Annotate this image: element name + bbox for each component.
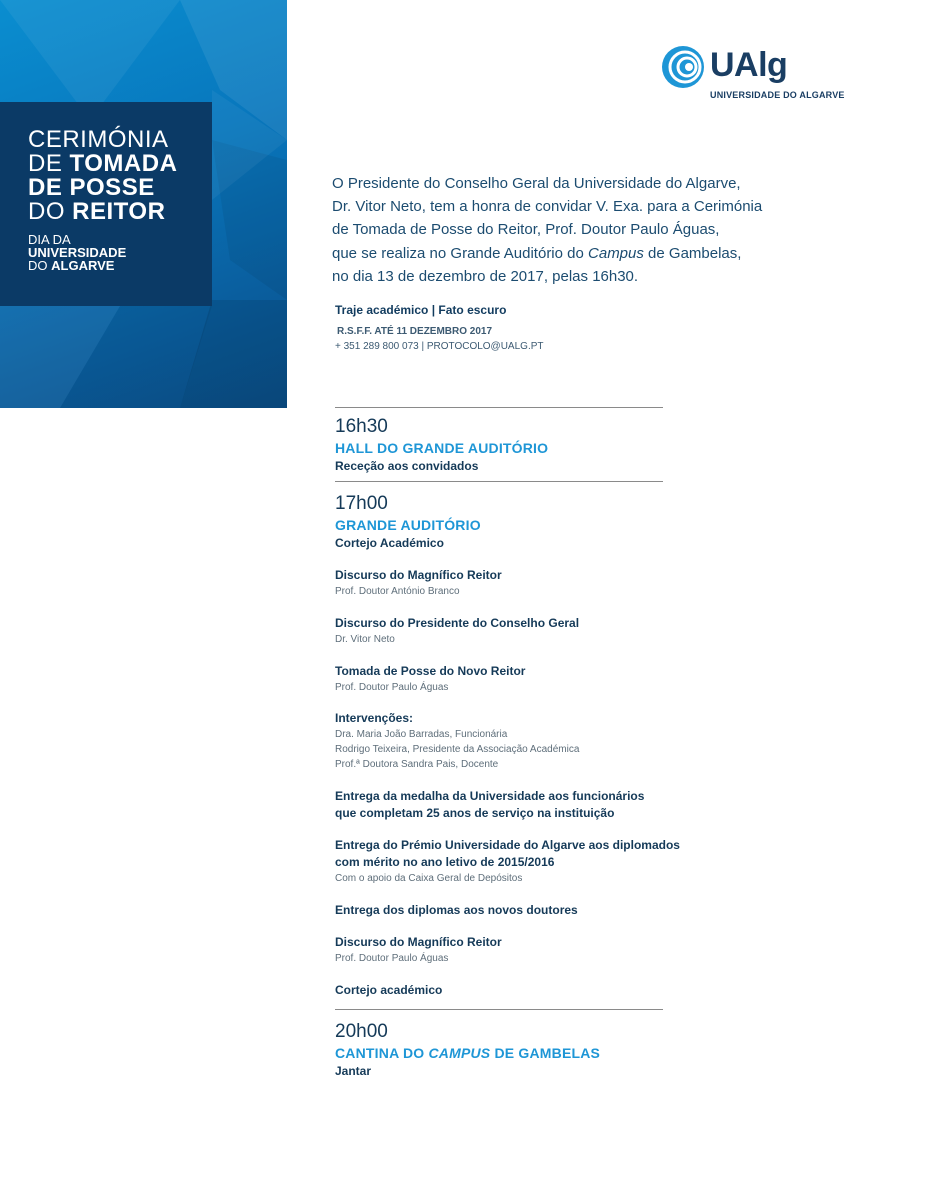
dress-code: Traje académico | Fato escuro <box>335 303 507 317</box>
rsvp-deadline: R.S.F.F. ATÉ 11 DEZEMBRO 2017 <box>337 326 493 337</box>
rsvp-contact[interactable]: + 351 289 800 073 | PROTOCOLO@UALG.PT <box>335 341 544 352</box>
time-3: 20h00 <box>335 1021 388 1042</box>
event-subtitle: DIA DA UNIVERSIDADE DO ALGARVE <box>28 232 127 273</box>
venue-3: CANTINA DO CAMPUS DE GAMBELAS <box>335 1045 601 1061</box>
session-subtitle-2: Cortejo Académico <box>335 536 444 550</box>
program-item: Discurso do Magnífico Reitor Prof. Doutor António Branco <box>335 568 502 597</box>
program-item: Tomada de Posse do Novo Reitor Prof. Doutor Paulo Águas <box>335 664 526 693</box>
event-title: CERIMÓNIA DE TOMADA DE POSSE DO REITOR <box>28 126 178 225</box>
venue-2: GRANDE AUDITÓRIO <box>335 517 481 533</box>
interventions: Intervenções: Dra. Maria João Barradas, Funcionária Rodrigo Teixeira, Presidente da Associação Académica Prof.ª Doutora Sandra Pais, Docente <box>335 711 580 770</box>
program-item-diplomas: Entrega dos diplomas aos novos doutores <box>335 903 578 917</box>
program-item-closing: Cortejo académico <box>335 983 443 997</box>
time-1: 16h30 <box>335 416 388 437</box>
event-title-box <box>0 102 212 306</box>
logo-subtitle: UNIVERSIDADE DO ALGARVE <box>710 90 845 100</box>
session-subtitle-1: Receção aos convidados <box>335 459 479 473</box>
divider <box>335 1009 663 1010</box>
divider <box>335 481 663 482</box>
venue-1: HALL DO GRANDE AUDITÓRIO <box>335 440 549 456</box>
divider <box>335 407 663 408</box>
ualg-logo <box>660 44 850 104</box>
logo-wordmark: UAlg <box>710 46 788 84</box>
logo-swirl-icon <box>660 44 706 90</box>
session-subtitle-3: Jantar <box>335 1064 372 1078</box>
invitation-text: O Presidente do Conselho Geral da Universidade do Algarve, Dr. Vitor Neto, tem a honra de convidar V. Exa. para a Cerimónia de Tomada de Posse do Reitor, Prof. Doutor Paulo Águas, que se realiza no Grande Auditório do Campus de Gambelas, no dia 13 de dezembro de 2017, pelas 16h30. <box>332 175 763 285</box>
program-item-medal: Entrega da medalha da Universidade aos funcionários que completam 25 anos de serviço na instituição <box>335 789 645 820</box>
program-item-prize: Entrega do Prémio Universidade do Algarve aos diplomados com mérito no ano letivo de 2015/2016 Com o apoio da Caixa Geral de Depósitos <box>335 838 680 884</box>
program-item: Discurso do Magnífico Reitor Prof. Doutor Paulo Águas <box>335 935 502 964</box>
cover-panel <box>0 0 287 408</box>
time-2: 17h00 <box>335 493 388 514</box>
program-item: Discurso do Presidente do Conselho Geral Dr. Vitor Neto <box>335 616 580 645</box>
